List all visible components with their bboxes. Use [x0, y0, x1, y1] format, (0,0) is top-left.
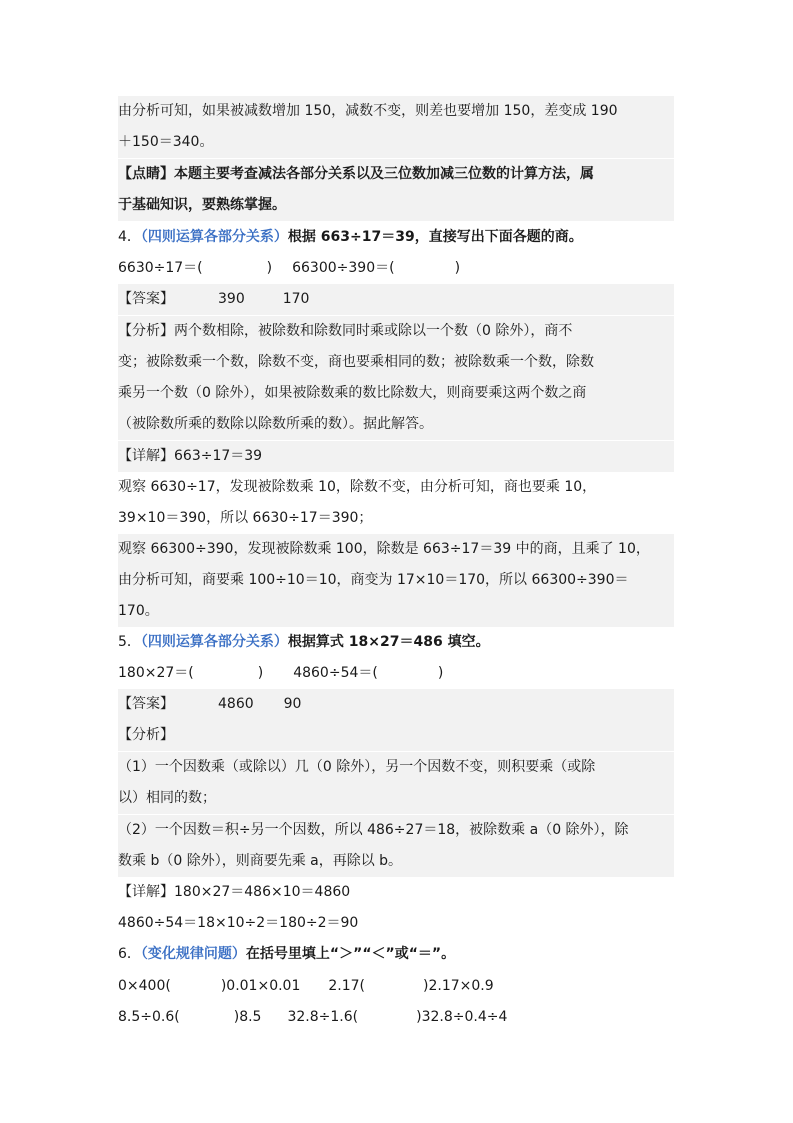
- q5-detail-line-2: [118, 908, 674, 939]
- answer-tag: 【答案】: [118, 291, 174, 307]
- text: 由分析可知，商要乘 100÷10＝10，商变为 17×10＝170，所以 66300÷390＝: [118, 572, 629, 588]
- text: 170。: [118, 603, 159, 619]
- detail-tag: 【详解】: [118, 448, 174, 464]
- blank-expr: 180×27＝(: [118, 665, 194, 681]
- blank-close: ): [437, 665, 444, 681]
- text: 数乘 b（0 除外），则商要先乘 a，再除以 b。: [118, 853, 403, 869]
- prev-analysis-line-1: [118, 96, 674, 127]
- detail-tag: 【详解】: [118, 884, 174, 900]
- answer-value: 170: [282, 291, 310, 307]
- question-number: 6．: [118, 946, 141, 962]
- answer-value: 4860: [218, 696, 254, 712]
- topic-label: （四则运算各部分关系）: [140, 229, 288, 245]
- q4-stem: [118, 222, 674, 253]
- compare-right: )32.8÷0.4÷4: [416, 1009, 508, 1025]
- text: 乘另一个数（0 除外），如果被除数乘的数比除数大，则商要乘这两个数之商: [118, 385, 587, 401]
- text: （2）一个因数＝积÷另一个因数，所以 486÷27＝18，被除数乘 a（0 除外），除: [118, 822, 629, 838]
- question-number: 4．: [118, 229, 141, 245]
- q5-analysis-p2-line-1: [118, 815, 674, 846]
- q5-blanks: [118, 658, 674, 689]
- text: 变；被除数乘一个数，除数不变，商也要乘相同的数；被除数乘一个数，除数: [118, 354, 594, 370]
- analysis-tag: 【分析】: [118, 727, 174, 743]
- question-text: 在括号里填上“＞”“＜”或“＝”。: [245, 946, 456, 962]
- text: 4860÷54＝18×10÷2＝180÷2＝90: [118, 915, 359, 931]
- blank-close: ): [454, 260, 461, 276]
- blank-close: ): [257, 665, 264, 681]
- q5-answer: [118, 689, 674, 720]
- compare-right: )2.17×0.9: [423, 978, 494, 994]
- dianjing-tag: 【点睛】: [118, 166, 174, 182]
- q5-detail-line-1: [118, 877, 674, 908]
- q5-analysis-p2-line-2: [118, 846, 674, 877]
- text: 本题主要考查减法各部分关系以及三位数加减三位数的计算方法，属: [174, 166, 594, 182]
- compare-right: )8.5: [233, 1009, 262, 1025]
- q4-detail-line-1: [118, 441, 674, 472]
- text: （被除数所乘的数除以除数所乘的数）。据此解答。: [118, 416, 433, 432]
- q4-detail-line-4: [118, 534, 674, 565]
- q5-analysis-p1-line-1: [118, 752, 674, 783]
- compare-right: )0.01×0.01: [220, 978, 301, 994]
- analysis-tag: 【分析】: [118, 323, 174, 339]
- prev-dianjing-line-2: [118, 190, 674, 221]
- topic-label: （四则运算各部分关系）: [140, 634, 288, 650]
- q5-analysis-p1-line-2: [118, 783, 674, 814]
- q6-row-1: [118, 971, 674, 1002]
- q4-analysis-line-4: [118, 409, 674, 440]
- q4-detail-line-5: [118, 565, 674, 596]
- topic-label: （变化规律问题）: [140, 946, 246, 962]
- q4-answer: [118, 284, 674, 315]
- text: 39×10＝390，所以 6630÷17＝390；: [118, 510, 373, 526]
- q4-analysis-line-1: [118, 316, 674, 347]
- blank-close: ): [266, 260, 273, 276]
- blank-expr: 4860÷54＝(: [293, 665, 378, 681]
- blank-expr: 6630÷17＝(: [118, 260, 203, 276]
- q4-analysis-line-3: [118, 378, 674, 409]
- question-text: 根据 663÷17＝39，直接写出下面各题的商。: [287, 229, 583, 245]
- answer-value: 390: [218, 291, 245, 307]
- text: ＋150＝340。: [118, 134, 214, 150]
- text: 于基础知识，要熟练掌握。: [118, 197, 286, 213]
- text: 观察 6630÷17，发现被除数乘 10，除数不变，由分析可知，商也要乘 10，: [118, 479, 597, 495]
- compare-left: 2.17(: [328, 978, 366, 994]
- q6-stem: [118, 939, 674, 970]
- prev-dianjing-line-1: [118, 159, 674, 190]
- q5-analysis-tag-line: [118, 720, 674, 751]
- compare-left: 0×400(: [118, 978, 171, 994]
- text: 663÷17＝39: [174, 448, 263, 464]
- question-text: 根据算式 18×27＝486 填空。: [287, 634, 490, 650]
- answer-tag: 【答案】: [118, 696, 174, 712]
- q4-analysis-line-2: [118, 347, 674, 378]
- text: 由分析可知，如果被减数增加 150，减数不变，则差也要增加 150，差变成 190: [118, 103, 618, 119]
- text: 180×27＝486×10＝4860: [174, 884, 351, 900]
- q4-blanks: [118, 253, 674, 284]
- compare-left: 32.8÷1.6(: [287, 1009, 359, 1025]
- q6-row-2: [118, 1002, 674, 1033]
- q5-stem: [118, 627, 674, 658]
- text: 以）相同的数；: [118, 790, 216, 806]
- text: 观察 66300÷390，发现被除数乘 100，除数是 663÷17＝39 中的商，且乘了 10，: [118, 541, 650, 557]
- text: 两个数相除，被除数和除数同时乘或除以一个数（0 除外），商不: [174, 323, 573, 339]
- q4-detail-line-3: [118, 503, 674, 534]
- q4-detail-line-6: [118, 596, 674, 627]
- q4-detail-line-2: [118, 472, 674, 503]
- question-number: 5．: [118, 634, 141, 650]
- text: （1）一个因数乘（或除以）几（0 除外），另一个因数不变，则积要乘（或除: [118, 759, 596, 775]
- blank-expr: 66300÷390＝(: [292, 260, 395, 276]
- compare-left: 8.5÷0.6(: [118, 1009, 180, 1025]
- prev-analysis-line-2: [118, 127, 674, 158]
- answer-value: 90: [283, 696, 302, 712]
